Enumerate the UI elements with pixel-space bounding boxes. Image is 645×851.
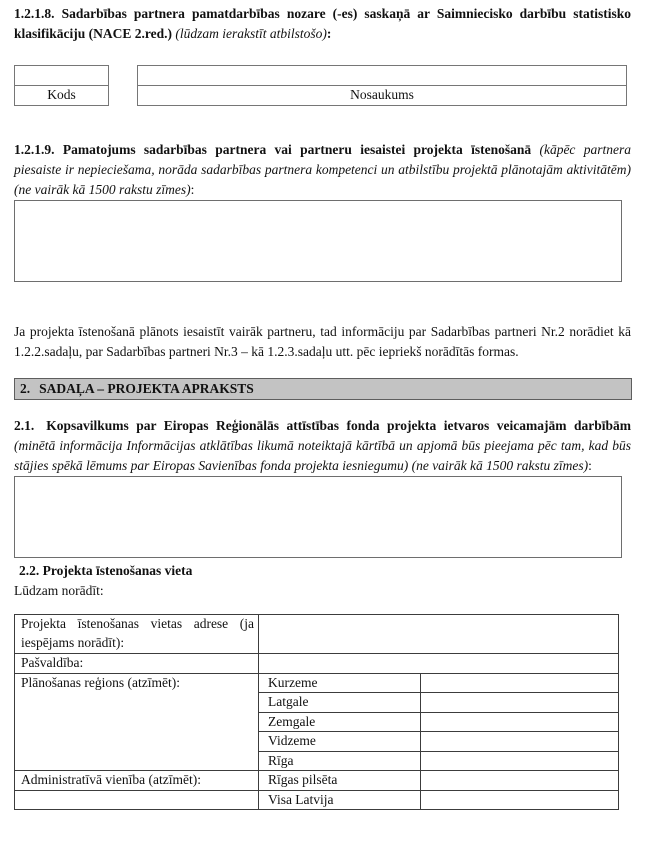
- region-option-zemgale: Zemgale: [259, 712, 421, 732]
- nace-name-label: Nosaukums: [350, 87, 414, 102]
- section-1.2.1.8-title: Sadarbības partnera pamatdarbības nozare (-es) saskaņā ar Saimniecisko darbību statistisko klasifikāciju (NACE 2.red.): [14, 6, 632, 41]
- summary-textbox[interactable]: [14, 476, 622, 558]
- table-row-admin-riga-pilseta: [15, 771, 619, 791]
- section-1.2.1.8-hint: (lūdzam ierakstīt atbilstošo): [175, 26, 327, 41]
- section-1.2.1.8-heading: [14, 4, 631, 44]
- address-label: Projekta īstenošanas vietas adrese (ja iespējams norādīt):: [15, 615, 259, 654]
- section-number: 2.: [20, 381, 31, 396]
- partners-note-paragraph: Ja projekta īstenošanā plānots iesaistīt vairāk partneru, tad informāciju par Sadarbības partneri Nr.2 norādiet kā 1.2.2.sadaļu, par Sadarbības partneri Nr.3 – kā 1.2.3.sadaļu utt. pēc iepriekš norādītās formas.: [14, 324, 631, 359]
- section-1.2.1.9-hint: (kāpēc partnera piesaiste ir nepieciešama, norāda sadarbības partnera kompetenci un atbilstību projektā plānotajām aktivitātēm): [14, 142, 632, 177]
- section-1.2.1.9-heading: [14, 140, 631, 200]
- nace-code-label: Kods: [47, 87, 76, 102]
- section-2.2-title: 2.2. Projekta īstenošanas vieta: [19, 563, 193, 578]
- section-2-title: SADAĻA – PROJEKTA APRAKSTS: [39, 381, 254, 396]
- admin-visa-latvija-mark-cell[interactable]: [421, 790, 619, 810]
- empty-label-cell: [15, 790, 259, 810]
- char-limit-hint: (ne vairāk kā 1500 rakstu zīmes): [411, 458, 589, 473]
- nace-name-input-cell[interactable]: [138, 66, 626, 86]
- municipality-label: Pašvaldība:: [15, 654, 259, 674]
- section-number: 2.1.: [14, 418, 35, 433]
- colon: :: [588, 458, 592, 473]
- table-row-region-kurzeme: [15, 673, 619, 693]
- region-riga-mark-cell[interactable]: [421, 751, 619, 771]
- section-2.1-heading: [14, 416, 631, 476]
- table-row-admin-visa-latvija: [15, 790, 619, 810]
- admin-rigas-pilseta-mark-cell[interactable]: [421, 771, 619, 791]
- region-zemgale-mark-cell[interactable]: [421, 712, 619, 732]
- section-number: 1.2.1.9.: [14, 142, 55, 157]
- region-option-kurzeme: Kurzeme: [259, 673, 421, 693]
- section-2-header-bar: [14, 378, 632, 400]
- region-label: Plānošanas reģions (atzīmēt):: [15, 673, 259, 771]
- section-1.2.1.9-title: Pamatojums sadarbības partnera vai partneru iesaistei projekta īstenošanā: [62, 142, 532, 157]
- char-limit-hint: (ne vairāk kā 1500 rakstu zīmes): [14, 182, 191, 197]
- location-table: [14, 614, 619, 810]
- justification-textbox[interactable]: [14, 200, 622, 282]
- section-2.2-subtitle: Lūdzam norādīt:: [14, 583, 104, 598]
- admin-option-visa-latvija: Visa Latvija: [259, 790, 421, 810]
- admin-unit-label: Administratīvā vienība (atzīmēt):: [15, 771, 259, 791]
- region-option-riga: Rīga: [259, 751, 421, 771]
- colon: :: [326, 26, 332, 41]
- address-input-cell[interactable]: [259, 615, 619, 654]
- section-2.1-title: Kopsavilkums par Eiropas Reģionālās attīstības fonda projekta ietvaros veicamajām darbībām: [46, 418, 631, 433]
- section-2.1-hint: (minētā informācija Informācijas atklātības likumā noteiktajā kārtībā un apjomā būs pieejama pēc tam, kad būs stājies spēkā lēmums par Eiropas Savienības fonda projekta iesniegumu): [14, 438, 631, 473]
- region-kurzeme-mark-cell[interactable]: [421, 673, 619, 693]
- nace-code-box: [14, 65, 109, 106]
- region-vidzeme-mark-cell[interactable]: [421, 732, 619, 752]
- colon: :: [190, 182, 195, 197]
- table-row-municipality: [15, 654, 619, 674]
- municipality-input-cell[interactable]: [259, 654, 619, 674]
- nace-code-input-cell[interactable]: [15, 66, 108, 86]
- region-option-vidzeme: Vidzeme: [259, 732, 421, 752]
- nace-name-box: [137, 65, 627, 106]
- nace-table: [14, 65, 627, 106]
- section-number: 1.2.1.8.: [14, 6, 55, 21]
- table-row-address: [15, 615, 619, 654]
- region-option-latgale: Latgale: [259, 693, 421, 713]
- region-latgale-mark-cell[interactable]: [421, 693, 619, 713]
- admin-option-rigas-pilseta: Rīgas pilsēta: [259, 771, 421, 791]
